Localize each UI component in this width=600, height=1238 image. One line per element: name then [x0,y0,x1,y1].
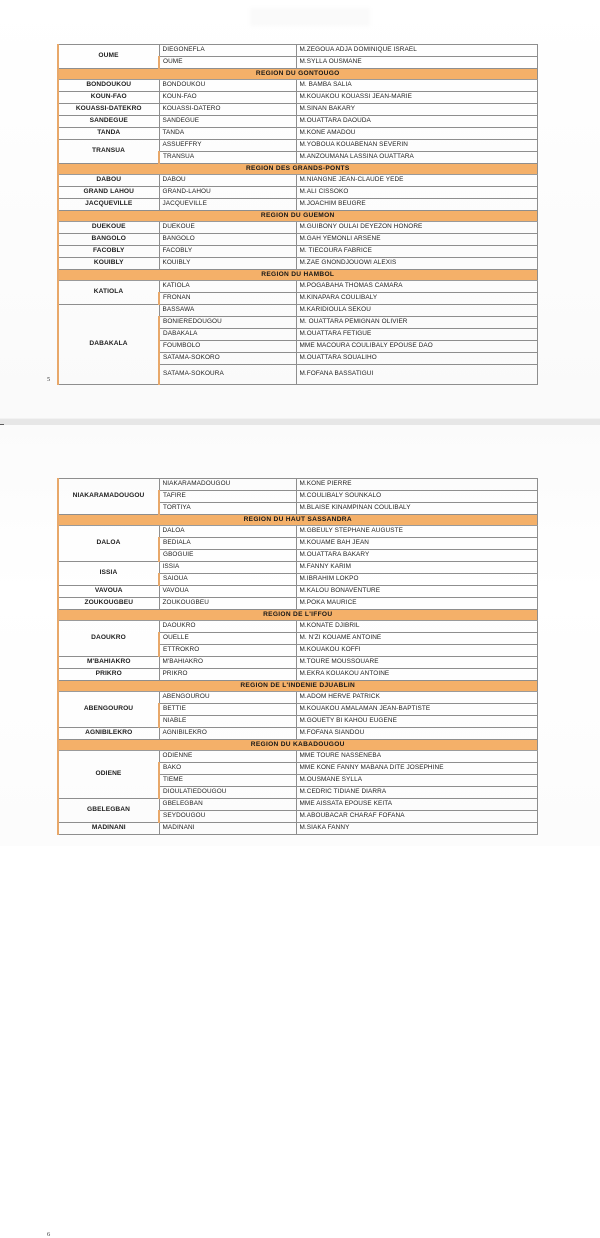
official-name-cell: M.SYLLA OUSMANE [296,57,537,69]
subprefecture-cell: DIEGONEFLA [159,45,296,57]
appointments-table [57,44,538,385]
document-page-2 [0,425,600,1238]
region-header-label: REGION DU HAUT SASSANDRA [58,515,537,526]
department-cell: ODIENE [58,751,159,799]
department-cell: JACQUEVILLE [58,199,159,211]
department-cell: AGNIBILEKRO [58,728,159,740]
department-cell: NIAKARAMADOUGOU [58,479,159,515]
table-row [58,669,537,681]
department-cell: KOUASSI-DATEKRO [58,104,159,116]
subprefecture-cell: TAFIRE [159,491,296,503]
subprefecture-cell: FACOBLY [159,246,296,258]
official-name-cell: M.FANNY KARIM [296,562,537,574]
region-header-row [58,211,537,222]
official-name-cell: M.FOFANA SIANDOU [296,728,537,740]
official-name-cell: M. BAMBA SALIA [296,80,537,92]
department-cell: DALOA [58,526,159,562]
department-cell: ABENGOUROU [58,692,159,728]
region-header-label: REGION DES GRANDS-PONTS [58,164,537,175]
region-header-row [58,740,537,751]
table-row [58,281,537,293]
table-row [58,92,537,104]
official-name-cell: M.OUATTARA BAKARY [296,550,537,562]
table-row [58,562,537,574]
department-cell: KOUIBLY [58,258,159,270]
subprefecture-cell: ISSIA [159,562,296,574]
department-cell: GRAND LAHOU [58,187,159,199]
subprefecture-cell: BONDOUKOU [159,80,296,92]
official-name-cell: M.ANZOUMANA LASSINA OUATTARA [296,152,537,164]
official-name-cell: M.KONE AMADOU [296,128,537,140]
official-name-cell: M.GAH YEMONLI ARSENE [296,234,537,246]
official-name-cell: MME TOURE NASSENEBA [296,751,537,763]
subprefecture-cell: GBOGUIE [159,550,296,562]
table-row [58,45,537,57]
subprefecture-cell: BETTIE [159,704,296,716]
subprefecture-cell: DALOA [159,526,296,538]
official-name-cell: M.IBRAHIM LOKPO [296,574,537,586]
official-name-cell: M.KONE PIERRE [296,479,537,491]
region-header-row [58,610,537,621]
subprefecture-cell: FRONAN [159,293,296,305]
table-row [58,526,537,538]
table-row [58,479,537,491]
department-cell: DUEKOUE [58,222,159,234]
subprefecture-cell: ODIENNE [159,751,296,763]
subprefecture-cell: DABOU [159,175,296,187]
official-name-cell: M.OUSMANE SYLLA [296,775,537,787]
appointments-table [57,478,538,835]
subprefecture-cell: KOUN-FAO [159,92,296,104]
region-header-row [58,164,537,175]
official-name-cell: M.SINAN BAKARY [296,104,537,116]
official-name-cell: M.KONATE DJIBRIL [296,621,537,633]
subprefecture-cell: ETTROKRO [159,645,296,657]
region-header-label: REGION DE L'IFFOU [58,610,537,621]
department-cell: BANGOLO [58,234,159,246]
official-name-cell: M.ADOM HERVE PATRICK [296,692,537,704]
official-name-cell: M.GBEULY STEPHANE AUGUSTE [296,526,537,538]
subprefecture-cell: NIAKARAMADOUGOU [159,479,296,491]
subprefecture-cell: VAVOUA [159,586,296,598]
subprefecture-cell: OUELLE [159,633,296,645]
page-number: 5 [47,376,51,383]
region-header-row [58,69,537,80]
department-cell: DABAKALA [58,305,159,385]
table-row [58,246,537,258]
official-name-cell: M.KOUAKOU KOFFI [296,645,537,657]
table-row [58,598,537,610]
official-name-cell: M.ALI CISSOKO [296,187,537,199]
official-name-cell: M.ABOUBACAR CHARAF FOFANA [296,811,537,823]
official-name-cell: MME AISSATA EPOUSE KEITA [296,799,537,811]
table-row [58,140,537,152]
subprefecture-cell: TRANSUA [159,152,296,164]
table-row [58,799,537,811]
department-cell: PRIKRO [58,669,159,681]
department-cell: BONDOUKOU [58,80,159,92]
official-name-cell: M.JOACHIM BEUGRE [296,199,537,211]
table-row [58,258,537,270]
region-table-page-1 [57,44,536,385]
department-cell: TANDA [58,128,159,140]
subprefecture-cell: ABENGOUROU [159,692,296,704]
subprefecture-cell: GBELEGBAN [159,799,296,811]
table-row [58,586,537,598]
table-row [58,187,537,199]
table-row [58,199,537,211]
subprefecture-cell: M'BAHIAKRO [159,657,296,669]
table-row [58,222,537,234]
department-cell: VAVOUA [58,586,159,598]
region-header-label: REGION DU GONTOUGO [58,69,537,80]
official-name-cell: M. TIECOURA FABRICE [296,246,537,258]
region-header-row [58,681,537,692]
department-cell: TRANSUA [58,140,159,164]
subprefecture-cell: TANDA [159,128,296,140]
table-row [58,80,537,92]
subprefecture-cell: KOUIBLY [159,258,296,270]
official-name-cell: M.POGABAHA THOMAS CAMARA [296,281,537,293]
official-name-cell: M.YOBOUA KOUABENAN SEVERIN [296,140,537,152]
department-cell: KATIOLA [58,281,159,305]
subprefecture-cell: TORTIYA [159,503,296,515]
official-name-cell: M.BLAISE KINAMPINAN COULIBALY [296,503,537,515]
subprefecture-cell: KOUASSI-DATERO [159,104,296,116]
department-cell: DAOUKRO [58,621,159,657]
subprefecture-cell: SANDEGUE [159,116,296,128]
region-table-page-2 [57,478,536,835]
table-row [58,104,537,116]
subprefecture-cell: NIABLE [159,716,296,728]
table-row [58,116,537,128]
official-name-cell: M.FOFANA BASSATIGUI [296,365,537,385]
subprefecture-cell: AGNIBILEKRO [159,728,296,740]
official-name-cell: M.GOUETY BI KAHOU EUGENE [296,716,537,728]
official-name-cell: M.KOUAME BAH JEAN [296,538,537,550]
subprefecture-cell: SAIOUA [159,574,296,586]
department-cell: OUME [58,45,159,69]
table-row [58,305,537,317]
subprefecture-cell: GRAND-LAHOU [159,187,296,199]
table-row [58,751,537,763]
document-page-1 [0,0,600,420]
official-name-cell: M.EKRA KOUAKOU ANTOINE [296,669,537,681]
table-row [58,657,537,669]
department-cell: DABOU [58,175,159,187]
official-name-cell: M.ZAE GNONDJOUOWI ALEXIS [296,258,537,270]
region-header-label: REGION DU KABADOUGOU [58,740,537,751]
table-row [58,692,537,704]
subprefecture-cell: DUEKOUE [159,222,296,234]
official-name-cell: M.SIAKA FANNY [296,823,537,835]
table-row [58,175,537,187]
official-name-cell: M.KINAPARA COULIBALY [296,293,537,305]
subprefecture-cell: DABAKALA [159,329,296,341]
page-number: 6 [47,1231,51,1238]
subprefecture-cell: BEDIALA [159,538,296,550]
department-cell: SANDEGUE [58,116,159,128]
region-header-label: REGION DE L'INDENIE DJUABLIN [58,681,537,692]
official-name-cell: M.CEDRIC TIDIANE DIARRA [296,787,537,799]
official-name-cell: M.KOUAKOU KOUASSI JEAN-MARIE [296,92,537,104]
official-name-cell: M.TOURE MOUSSOUARE [296,657,537,669]
official-name-cell: M.KALOU BONAVENTURE [296,586,537,598]
subprefecture-cell: TIEME [159,775,296,787]
subprefecture-cell: MADINANI [159,823,296,835]
table-row [58,621,537,633]
official-name-cell: M.KOUAKOU AMALAMAN JEAN-BAPTISTE [296,704,537,716]
table-row [58,728,537,740]
subprefecture-cell: DAOUKRO [159,621,296,633]
subprefecture-cell: SATAMA-SOKORO [159,353,296,365]
official-name-cell: M.NIANGNE JEAN-CLAUDE YEDE [296,175,537,187]
subprefecture-cell: BANGOLO [159,234,296,246]
official-name-cell: MME KONE FANNY MABANA DITE JOSEPHINE [296,763,537,775]
subprefecture-cell: JACQUEVILLE [159,199,296,211]
subprefecture-cell: BASSAWA [159,305,296,317]
subprefecture-cell: SATAMA-SOKOURA [159,365,296,385]
department-cell: GBELEGBAN [58,799,159,823]
subprefecture-cell: ZOUKOUGBEU [159,598,296,610]
subprefecture-cell: OUME [159,57,296,69]
official-name-cell: M.KARIDIOULA SEKOU [296,305,537,317]
official-name-cell: M.OUATTARA FETIGUE [296,329,537,341]
region-header-label: REGION DU GUEMON [58,211,537,222]
region-header-row [58,515,537,526]
subprefecture-cell: DIOULATIEDOUGOU [159,787,296,799]
region-header-label: REGION DU HAMBOL [58,270,537,281]
official-name-cell: M.COULIBALY SOUNKALO [296,491,537,503]
department-cell: ZOUKOUGBEU [58,598,159,610]
department-cell: FACOBLY [58,246,159,258]
official-name-cell: M.OUATTARA SOUALIHO [296,353,537,365]
subprefecture-cell: FOUMBOLO [159,341,296,353]
subprefecture-cell: BAKO [159,763,296,775]
department-cell: ISSIA [58,562,159,586]
table-row [58,128,537,140]
table-row [58,823,537,835]
subprefecture-cell: KATIOLA [159,281,296,293]
official-name-cell: M.OUATTARA DAOUDA [296,116,537,128]
subprefecture-cell: ASSUEFFRY [159,140,296,152]
subprefecture-cell: BONIEREDOUGOU [159,317,296,329]
subprefecture-cell: SEYDOUGOU [159,811,296,823]
department-cell: MADINANI [58,823,159,835]
official-name-cell: M.ZEGOUA ADJA DOMINIQUE ISRAEL [296,45,537,57]
department-cell: M'BAHIAKRO [58,657,159,669]
official-name-cell: M. OUATTARA PEMIGNAN OLIVIER [296,317,537,329]
department-cell: KOUN-FAO [58,92,159,104]
table-row [58,234,537,246]
official-name-cell: M.POKA MAURICE [296,598,537,610]
official-name-cell: M.GUIBONY OULAI DEYEZON HONORE [296,222,537,234]
official-name-cell: MME MACOURA COULIBALY EPOUSE DAO [296,341,537,353]
subprefecture-cell: PRIKRO [159,669,296,681]
official-name-cell: M. N'ZI KOUAME ANTOINE [296,633,537,645]
region-header-row [58,270,537,281]
